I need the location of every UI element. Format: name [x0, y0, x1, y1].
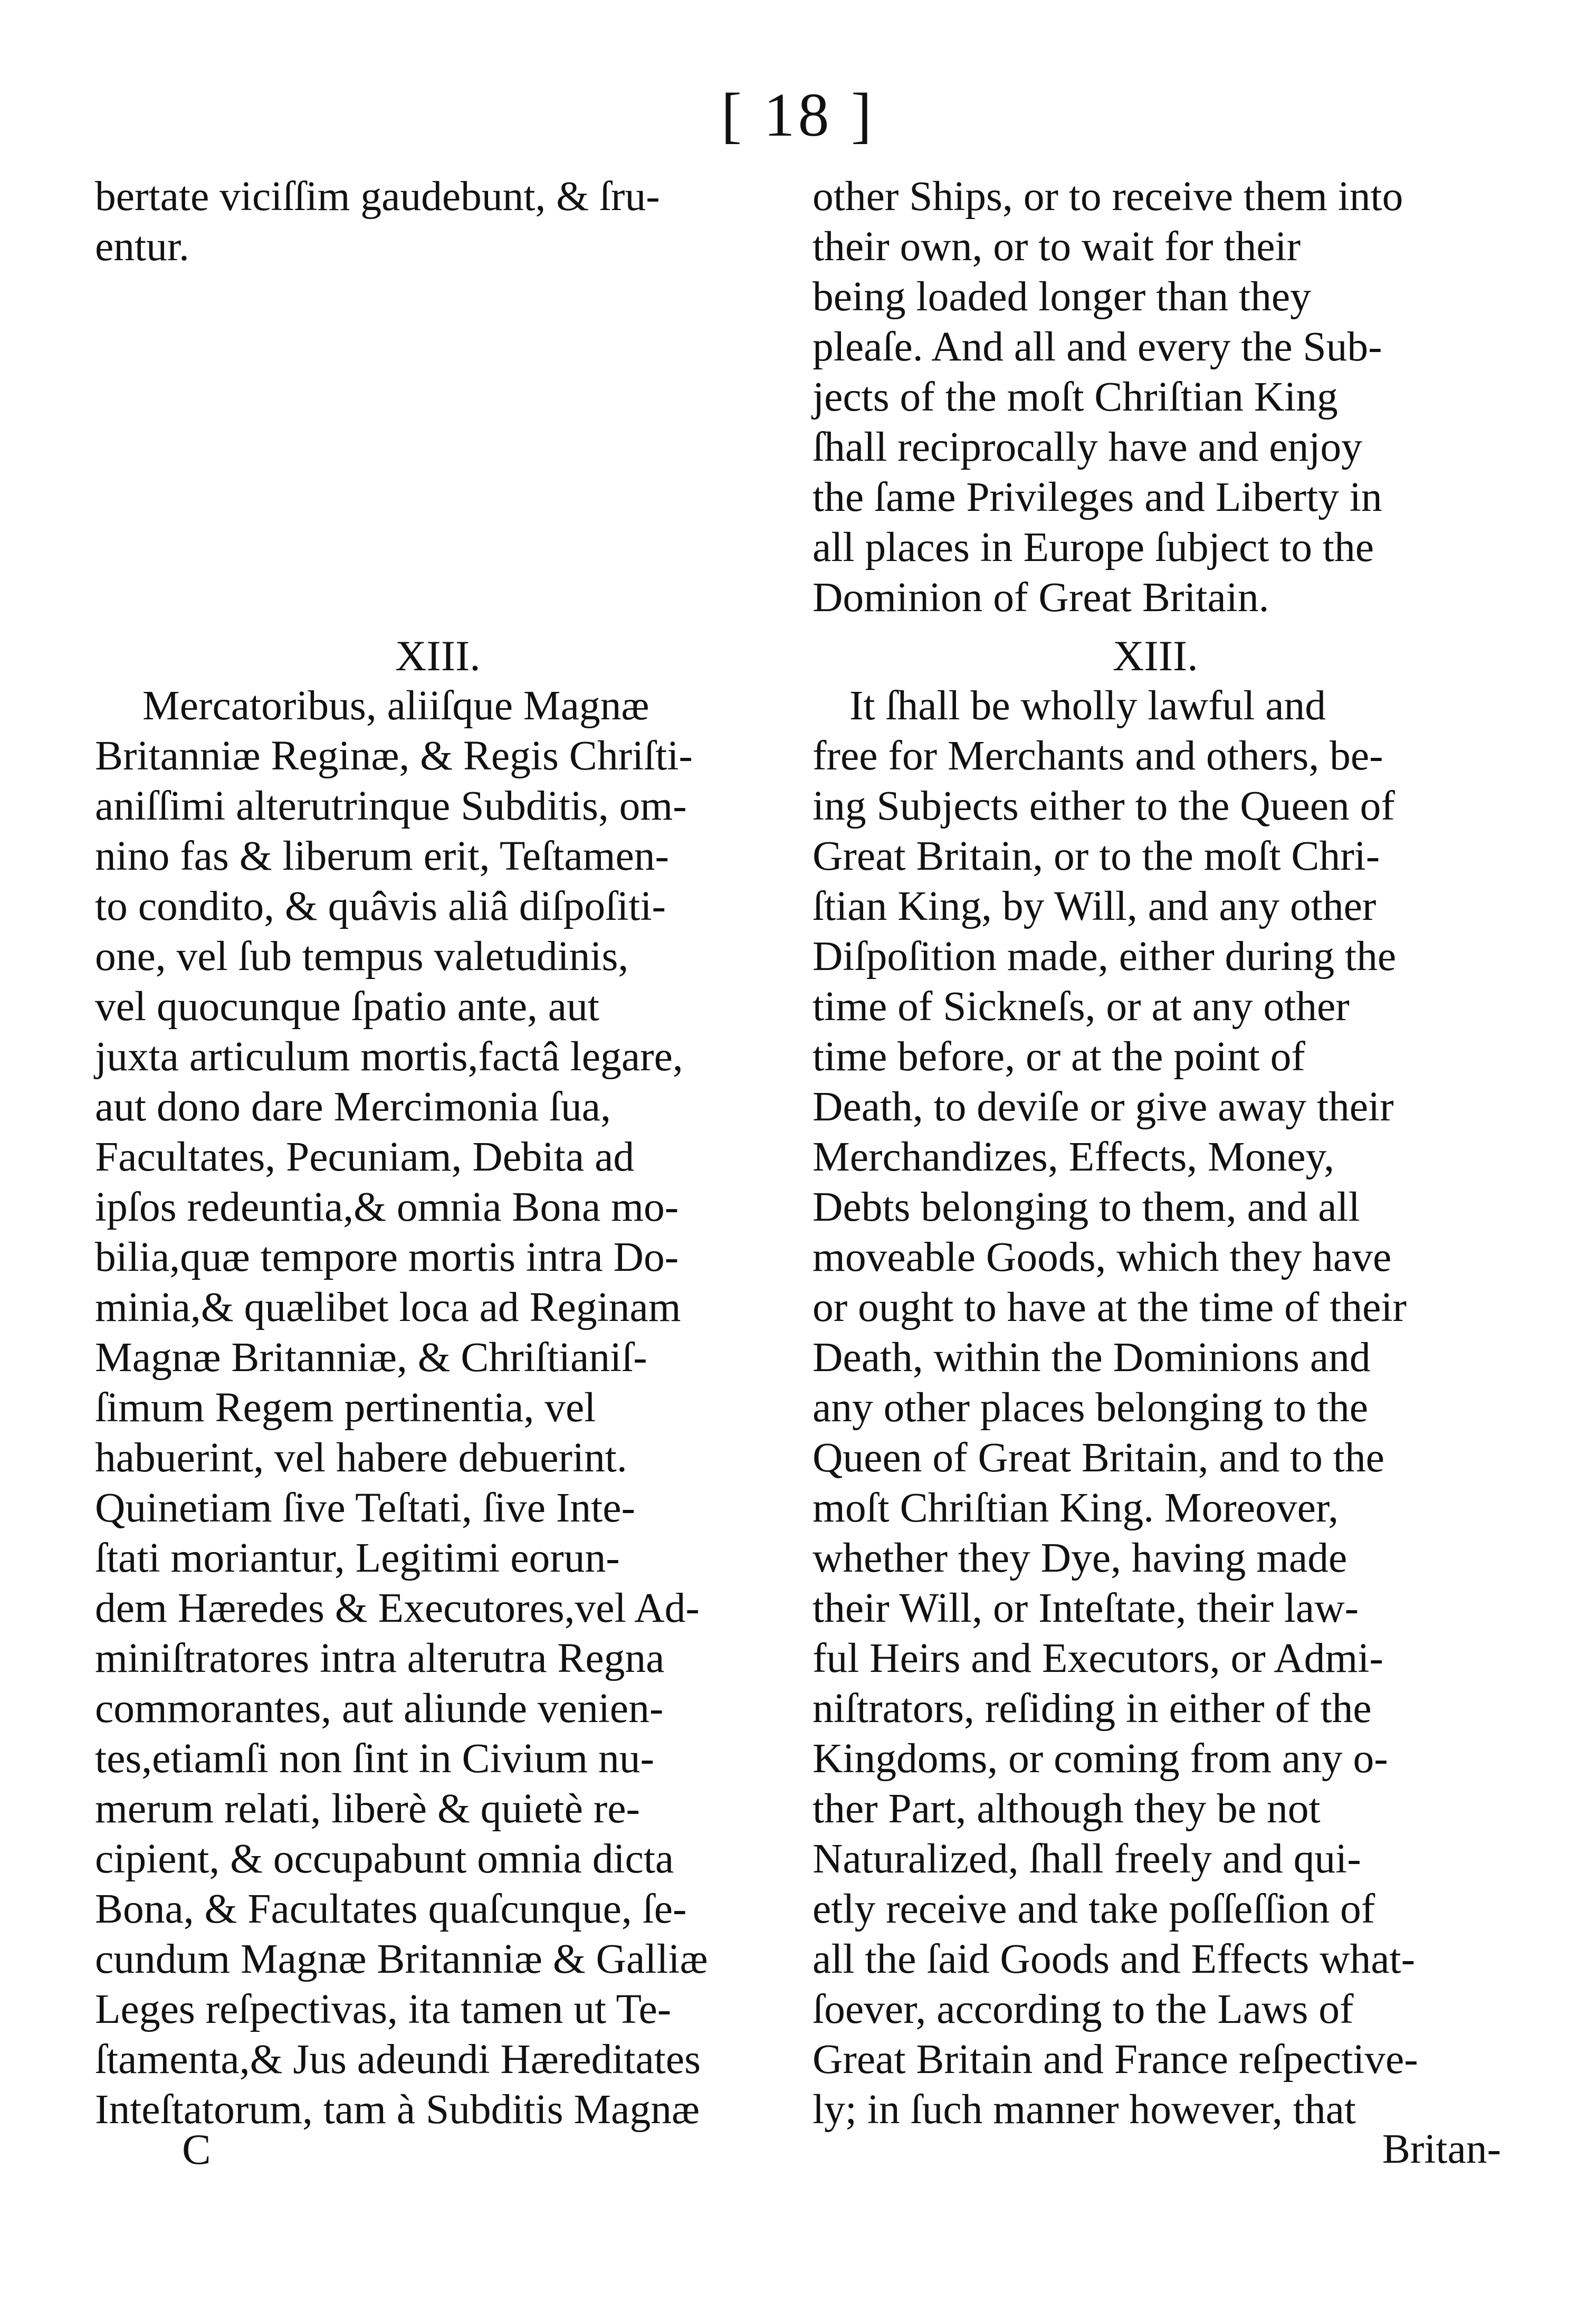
- text-line: jects of the moſt Chriſtian King: [813, 374, 1338, 420]
- text-line: Debts belonging to them, and all: [813, 1184, 1360, 1230]
- text-line: pleaſe. And all and every the Sub-: [813, 324, 1382, 370]
- text-line: one, vel ſub tempus valetudinis,: [95, 933, 629, 980]
- text-line: minia,& quælibet loca ad Reginam: [95, 1284, 681, 1330]
- left-section-number: XIII.: [395, 632, 481, 680]
- text-line: time before, or at the point of: [813, 1033, 1305, 1080]
- text-line: Leges reſpectivas, ita tamen ut Te-: [95, 1986, 672, 2032]
- text-line: ing Subjects either to the Queen of: [813, 783, 1395, 829]
- text-line: being loaded longer than they: [813, 273, 1311, 320]
- page-number: [ 18 ]: [721, 80, 875, 149]
- text-line: ther Part, although they be not: [813, 1785, 1321, 1832]
- text-line: Queen of Great Britain, and to the: [813, 1434, 1384, 1481]
- text-line: Merchandizes, Effects, Money,: [813, 1134, 1334, 1180]
- text-line: all places in Europe ſubject to the: [813, 524, 1374, 571]
- text-line: merum relati, liberè & quietè re-: [95, 1785, 641, 1832]
- text-line: Death, to deviſe or give away their: [813, 1083, 1394, 1130]
- text-line: ſtati moriantur, Legitimi eorun-: [95, 1535, 620, 1581]
- text-line: whether they Dye, having made: [813, 1535, 1347, 1581]
- text-line: Kingdoms, or coming from any o-: [813, 1735, 1388, 1782]
- text-line: ſoever, according to the Laws of: [813, 1986, 1354, 2032]
- text-line: the ſame Privileges and Liberty in: [813, 474, 1382, 520]
- text-line: habuerint, vel habere debuerint.: [95, 1434, 627, 1481]
- text-line: their Will, or Inteſtate, their law-: [813, 1585, 1359, 1631]
- text-line: Death, within the Dominions and: [813, 1334, 1371, 1381]
- text-line: Dominion of Great Britain.: [813, 574, 1269, 621]
- text-line: Quinetiam ſive Teſtati, ſive Inte-: [95, 1485, 635, 1531]
- right-section-number: XIII.: [1113, 632, 1198, 680]
- text-line: miniſtratores intra alterutra Regna: [95, 1635, 665, 1681]
- text-line: Inteſtatorum, tam à Subditis Magnæ: [95, 2086, 700, 2133]
- signature-mark: C: [182, 2125, 211, 2173]
- text-line: ipſos redeuntia,& omnia Bona mo-: [95, 1184, 679, 1230]
- text-line: ful Heirs and Executors, or Admi-: [813, 1635, 1383, 1681]
- english-article-text: [813, 681, 1498, 2135]
- text-line: aut dono dare Mercimonia ſua,: [95, 1083, 611, 1130]
- catchword: Britan-: [1382, 2126, 1501, 2172]
- text-line: other Ships, or to receive them into: [813, 173, 1403, 220]
- text-line: Diſpoſition made, either during the: [813, 933, 1397, 980]
- text-line: any other places belonging to the: [813, 1384, 1369, 1431]
- text-line: Bona, & Facultates quaſcunque, ſe-: [95, 1886, 687, 1932]
- text-line: Britanniæ Reginæ, & Regis Chriſti-: [95, 733, 693, 779]
- text-line: to condito, & quâvis aliâ diſpoſiti-: [95, 883, 666, 929]
- text-line: Great Britain and France reſpective-: [813, 2036, 1418, 2083]
- text-line: cipient, & occupabunt omnia dicta: [95, 1836, 674, 1882]
- right-carryover: [813, 172, 1498, 623]
- text-line: niſtrators, reſiding in either of the: [813, 1685, 1372, 1732]
- text-line: bilia,quæ tempore mortis intra Do-: [95, 1234, 679, 1280]
- text-line: ſtian King, by Will, and any other: [813, 883, 1377, 929]
- text-line: etly receive and take poſſeſſion of: [813, 1886, 1375, 1932]
- text-line: ly; in ſuch manner however, that: [813, 2086, 1356, 2133]
- text-line: ſhall reciprocally have and enjoy: [813, 424, 1362, 470]
- text-line: or ought to have at the time of their: [813, 1284, 1407, 1330]
- text-line: entur.: [95, 223, 189, 270]
- text-line: Facultates, Pecuniam, Debita ad: [95, 1134, 635, 1180]
- text-line: Mercatoribus, aliiſque Magnæ: [142, 682, 649, 729]
- text-line: tes,etiamſi non ſint in Civium nu-: [95, 1735, 654, 1782]
- text-line: cundum Magnæ Britanniæ & Galliæ: [95, 1936, 708, 1982]
- text-line: Great Britain, or to the moſt Chri-: [813, 833, 1380, 879]
- text-line: all the ſaid Goods and Effects what-: [813, 1936, 1416, 1982]
- text-line: aniſſimi alterutrinque Subditis, om-: [95, 783, 687, 829]
- text-line: ſtamenta,& Jus adeundi Hæreditates: [95, 2036, 701, 2083]
- text-line: juxta articulum mortis,factâ legare,: [95, 1033, 683, 1080]
- text-line: It ſhall be wholly lawful and: [849, 682, 1326, 729]
- text-line: Magnæ Britanniæ, & Chriſtianiſ-: [95, 1334, 647, 1381]
- text-line: vel quocunque ſpatio ante, aut: [95, 983, 599, 1030]
- text-line: nino fas & liberum erit, Teſtamen-: [95, 833, 670, 879]
- left-carryover: [95, 172, 781, 272]
- text-line: ſimum Regem pertinentia, vel: [95, 1384, 596, 1431]
- latin-article-text: [95, 681, 781, 2135]
- text-line: dem Hæredes & Executores,vel Ad-: [95, 1585, 700, 1631]
- text-line: Naturalized, ſhall freely and qui-: [813, 1836, 1361, 1882]
- text-line: bertate viciſſim gaudebunt, & ſru-: [95, 173, 660, 220]
- text-line: commorantes, aut aliunde venien-: [95, 1685, 664, 1732]
- text-line: moſt Chriſtian King. Moreover,: [813, 1485, 1339, 1531]
- text-line: moveable Goods, which they have: [813, 1234, 1392, 1280]
- text-line: their own, or to wait for their: [813, 223, 1301, 270]
- text-line: time of Sickneſs, or at any other: [813, 983, 1350, 1030]
- text-line: free for Merchants and others, be-: [813, 733, 1383, 779]
